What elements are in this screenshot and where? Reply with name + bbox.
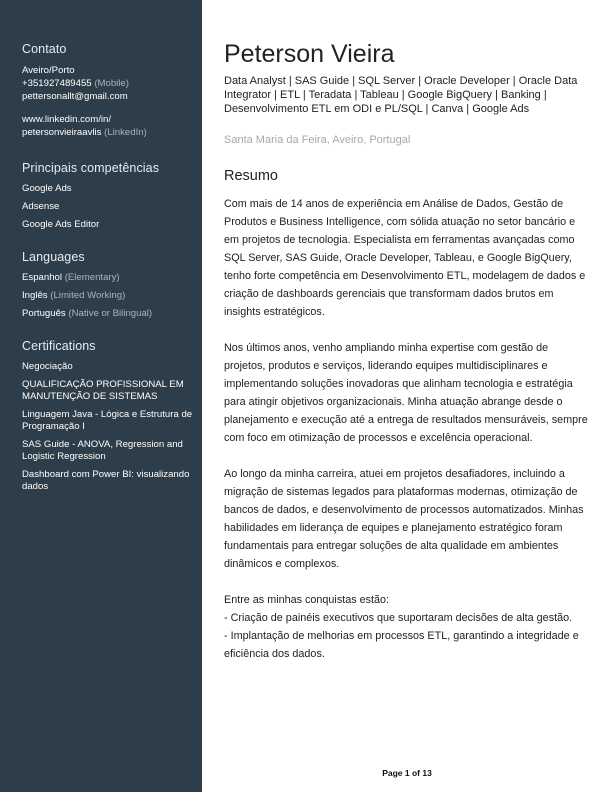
achievement-item: - Criação de painéis executivos que suportaram decisões de alta gestão. [224,612,573,624]
languages-section [22,250,198,326]
language-item [22,290,198,302]
skills-section [22,161,198,237]
linkedin-url-line1[interactable]: www.linkedin.com/in/ [22,114,112,125]
language-level: (Native or Bilingual) [68,308,153,319]
language-name: Inglês [22,290,48,301]
skill-item: Google Ads Editor [22,219,100,230]
languages-heading: Languages [22,250,85,264]
contact-email[interactable]: pettersonallt@gmail.com [22,91,128,102]
language-level: (Elementary) [64,272,120,283]
summary-paragraph: Com mais de 14 anos de experiência em Análise de Dados, Gestão de Produtos e Business Intelligence, com sólida atuação no setor bancário e em projetos de tecnologia. Especialista em ferramentas avançadas como SQL Server, SAS Guide, Oracle Developer, Tableau, e Google BigQuery, tenho forte competência em Desenvolvimento ETL, modelagem de dados e criação de dashboards gerenciais que transformam dados brutos em insights estratégicos. [224,198,586,318]
linkedin-handle[interactable]: petersonvieiraavlis [22,127,102,138]
profile-name: Peterson Vieira [224,40,395,68]
certifications-section [22,339,198,499]
spacer [22,103,198,113]
language-item [22,272,198,284]
page-footer [202,768,612,778]
achievement-item: - Implantação de melhorias em processos ETL, garantindo a integridade e eficiência dos dados. [224,630,579,660]
certification-item: QUALIFICAÇÃO PROFISSIONAL EM MANUTENÇÃO DE SISTEMAS [22,379,184,402]
summary-paragraph: Nos últimos anos, venho ampliando minha expertise com gestão de projetos, produtos e serviços, liderando equipes multidisciplinares e implementando soluções inovadoras que alinham tecnologia e estratégia para atingir objetivos organizacionais. Minha atuação abrange desde o planejamento e execução até a entrega de resultados mensuráveis, sempre com foco em otimização de processos e excelência operacional. [224,342,588,444]
certification-item: Negociação [22,361,73,372]
skill-item: Google Ads [22,183,72,194]
page-number: Page 1 of 13 [382,768,432,778]
certifications-heading: Certifications [22,339,96,353]
contact-section [22,42,198,139]
contact-phone-line [22,77,198,90]
contact-location: Aveiro/Porto [22,65,75,76]
profile-headline: Data Analyst | SAS Guide | SQL Server | Oracle Developer | Oracle Data Integrator | ETL | Teradata | Tableau | Google BigQuery | Banking | Desenvolvimento ETL em ODI e PL/SQL | Canva | Google Ads [224,75,578,115]
contact-phone: +351927489455 [22,78,92,89]
certification-item: Dashboard com Power BI: visualizando dados [22,469,190,492]
contact-heading: Contato [22,42,67,56]
language-name: Português [22,308,66,319]
summary-paragraph: Ao longo da minha carreira, atuei em projetos desafiadores, incluindo a migração de sistemas legados para plataformas modernas, otimização de bancos de dados, e desenvolvimento de processos automatizados. Minhas habilidades em liderança de equipes e planejamento estratégico foram fundamentais para entregar soluções de alta qualidade em ambientes dinâmicos e complexos. [224,468,584,570]
sidebar [0,0,202,792]
certification-item: SAS Guide - ANOVA, Regression and Logistic Regression [22,439,183,462]
language-name: Espanhol [22,272,63,283]
linkedin-label: (LinkedIn) [104,127,147,138]
language-level: (Limited Working) [50,290,126,301]
summary-title: Resumo [224,168,278,184]
certification-item: Linguagem Java - Lógica e Estrutura de Programação I [22,409,193,432]
summary-body [224,195,590,681]
contact-phone-label: (Mobile) [94,78,129,89]
skill-item: Adsense [22,201,60,212]
summary-achievements [224,591,590,663]
profile-location: Santa Maria da Feira, Aveiro, Portugal [224,134,411,146]
language-item [22,308,198,320]
achievements-intro: Entre as minhas conquistas estão: [224,594,390,606]
skills-heading: Principais competências [22,161,160,175]
linkedin-url-line2[interactable] [22,126,198,139]
